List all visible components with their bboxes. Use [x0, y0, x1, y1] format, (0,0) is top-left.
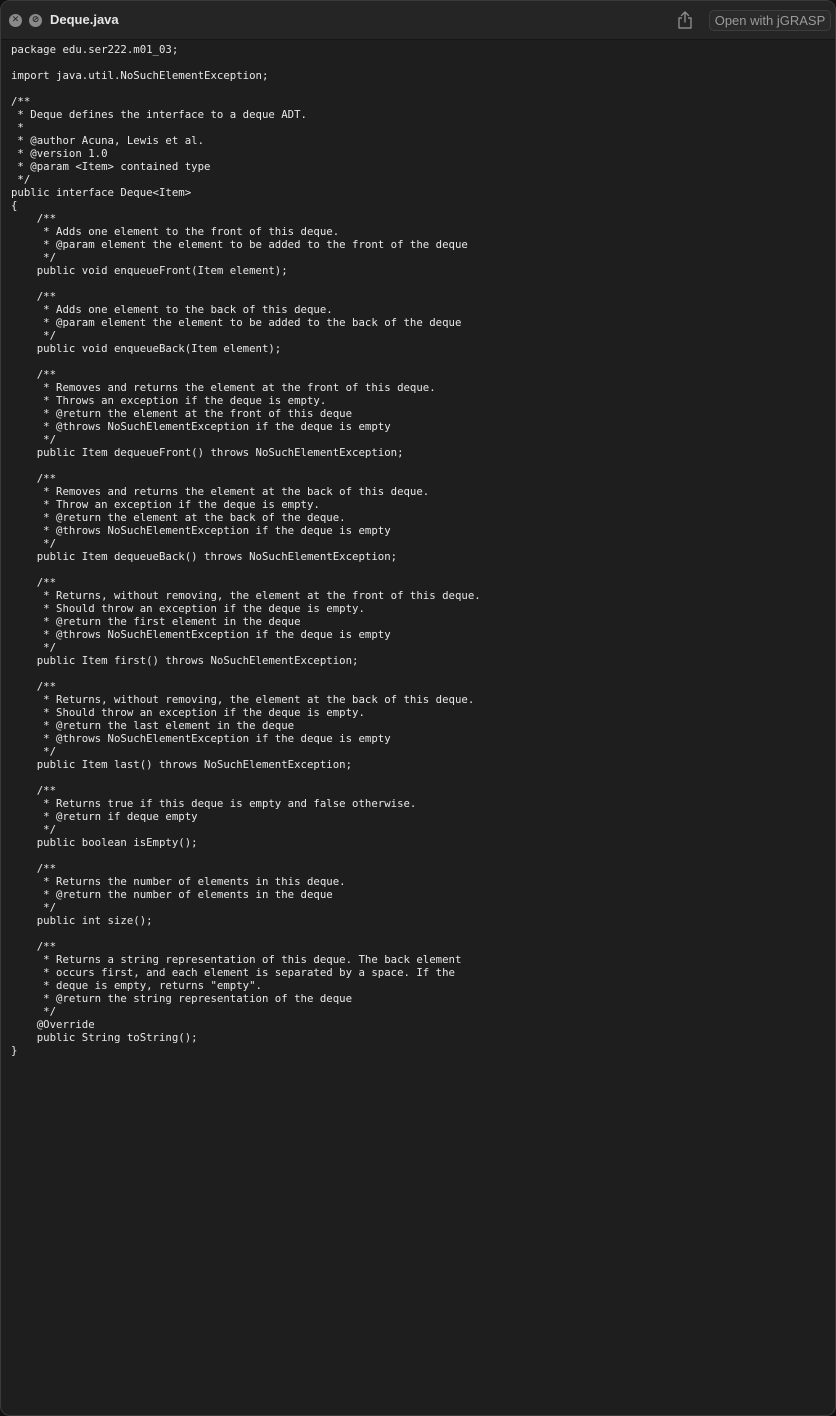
code-line [11, 849, 481, 862]
code-line: * @return the element at the front of this deque [11, 407, 353, 420]
code-line: * Should throw an exception if the deque is empty. [11, 602, 365, 615]
code-line: */ [11, 823, 57, 836]
code-line [11, 82, 481, 95]
code-line: /** [11, 862, 57, 875]
code-line: * @return the element at the back of the deque. [11, 511, 346, 524]
code-line [11, 56, 481, 69]
code-line: * Returns, without removing, the element at the back of this deque. [11, 693, 475, 706]
code-line: * @param element the element to be added to the back of the deque [11, 316, 462, 329]
code-line [11, 277, 481, 290]
code-line: { [11, 199, 18, 212]
code-line: * @throws NoSuchElementException if the deque is empty [11, 420, 391, 433]
code-line: * Throw an exception if the deque is empty. [11, 498, 320, 511]
code-line: * @throws NoSuchElementException if the deque is empty [11, 732, 391, 745]
code-line [11, 563, 481, 576]
code-line: /** [11, 368, 57, 381]
code-line [11, 927, 481, 940]
code-line: * Deque defines the interface to a deque ADT. [11, 108, 307, 121]
code-line: public int size(); [11, 914, 153, 927]
hide-icon[interactable]: ⊘ [29, 14, 42, 27]
code-line: * Returns true if this deque is empty and false otherwise. [11, 797, 417, 810]
code-line: * @version 1.0 [11, 147, 108, 160]
code-line: */ [11, 901, 57, 914]
code-line: * @return the string representation of the deque [11, 992, 353, 1005]
close-icon[interactable]: ✕ [9, 14, 22, 27]
code-line: */ [11, 329, 57, 342]
code-line: */ [11, 1005, 57, 1018]
code-line: */ [11, 173, 31, 186]
code-line: public Item dequeueFront() throws NoSuchElementException; [11, 446, 404, 459]
code-line: */ [11, 745, 57, 758]
code-line: * Removes and returns the element at the back of this deque. [11, 485, 430, 498]
code-line: * @return the first element in the deque [11, 615, 301, 628]
code-line: * Throws an exception if the deque is empty. [11, 394, 327, 407]
code-line: * @return the last element in the deque [11, 719, 295, 732]
code-line: /** [11, 784, 57, 797]
code-line: public Item dequeueBack() throws NoSuchElementException; [11, 550, 398, 563]
code-line: */ [11, 641, 57, 654]
code-line: * Removes and returns the element at the front of this deque. [11, 381, 436, 394]
code-line: * Should throw an exception if the deque is empty. [11, 706, 365, 719]
window-title: Deque.java [50, 12, 119, 27]
code-content [11, 43, 481, 1057]
code-line: * occurs first, and each element is separated by a space. If the [11, 966, 455, 979]
code-line: * Returns a string representation of this deque. The back element [11, 953, 462, 966]
code-line: * [11, 121, 24, 134]
code-line: @Override [11, 1018, 95, 1031]
code-line: /** [11, 212, 57, 225]
code-line [11, 667, 481, 680]
open-with-jgrasp-button[interactable]: Open with jGRASP [709, 10, 831, 31]
code-line: /** [11, 680, 57, 693]
code-line: */ [11, 537, 57, 550]
code-line [11, 771, 481, 784]
code-line: public Item first() throws NoSuchElementException; [11, 654, 359, 667]
code-line: * @throws NoSuchElementException if the deque is empty [11, 628, 391, 641]
code-line: public void enqueueFront(Item element); [11, 264, 288, 277]
share-icon[interactable] [677, 11, 693, 29]
code-line: public String toString(); [11, 1031, 198, 1044]
code-line [11, 355, 481, 368]
code-line: * @throws NoSuchElementException if the deque is empty [11, 524, 391, 537]
code-line: * Returns the number of elements in this deque. [11, 875, 346, 888]
code-line: /** [11, 95, 31, 108]
code-line [11, 459, 481, 472]
code-line: * deque is empty, returns "empty". [11, 979, 262, 992]
code-line: /** [11, 472, 57, 485]
code-line: */ [11, 433, 57, 446]
code-line: * @param <Item> contained type [11, 160, 211, 173]
code-line: * @author Acuna, Lewis et al. [11, 134, 205, 147]
code-line: /** [11, 290, 57, 303]
code-line: * Adds one element to the front of this deque. [11, 225, 340, 238]
code-line: * @return if deque empty [11, 810, 198, 823]
code-line: */ [11, 251, 57, 264]
code-line: * @param element the element to be added to the front of the deque [11, 238, 468, 251]
code-line: import java.util.NoSuchElementException; [11, 69, 269, 82]
code-line: * Adds one element to the back of this deque. [11, 303, 333, 316]
code-line: public interface Deque<Item> [11, 186, 192, 199]
code-line: * Returns, without removing, the element at the front of this deque. [11, 589, 481, 602]
code-line: } [11, 1044, 18, 1057]
code-line: * @return the number of elements in the deque [11, 888, 333, 901]
code-line: public void enqueueBack(Item element); [11, 342, 282, 355]
title-bar [1, 1, 835, 40]
code-line: /** [11, 940, 57, 953]
code-line: /** [11, 576, 57, 589]
code-line: public boolean isEmpty(); [11, 836, 198, 849]
code-line: public Item last() throws NoSuchElementException; [11, 758, 353, 771]
code-line: package edu.ser222.m01_03; [11, 43, 179, 56]
